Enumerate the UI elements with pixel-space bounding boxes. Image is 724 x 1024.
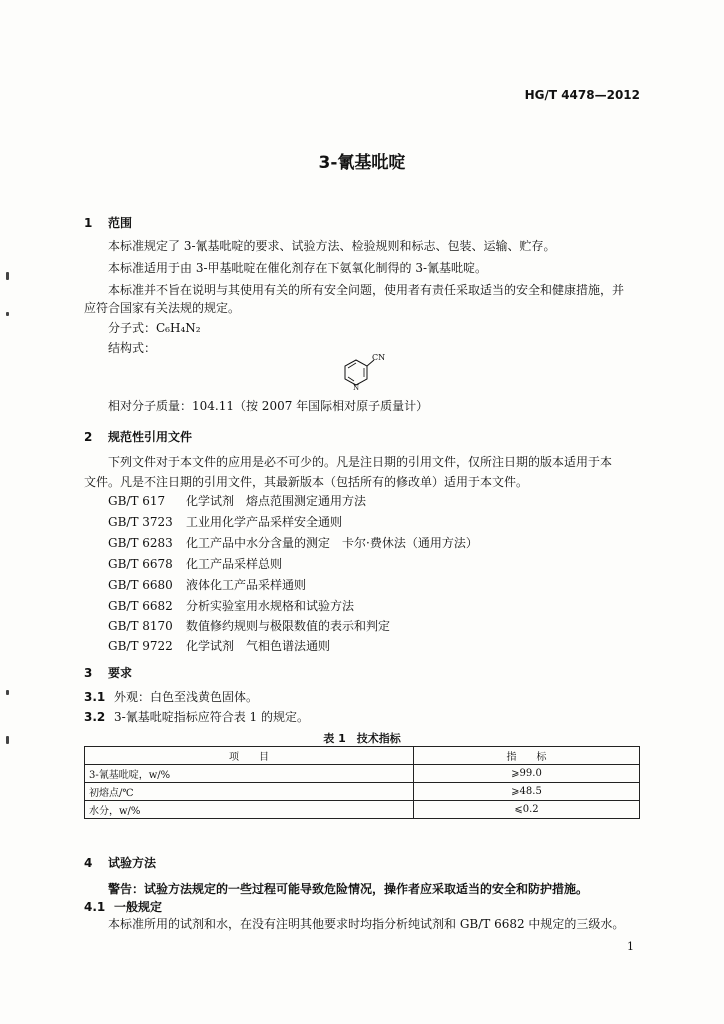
table-cell-item: 3-氰基吡啶，w/% xyxy=(85,765,414,783)
column-header-indicator: 指 标 xyxy=(414,747,640,765)
table-row xyxy=(85,765,640,783)
reference-title: 工业用化学产品采样安全通则 xyxy=(186,515,343,529)
safety-warning: 警告：试验方法规定的一些过程可能导致危险情况，操作者应采取适当的安全和防护措施。 xyxy=(108,882,589,896)
table-caption: 表 1 技术指标 xyxy=(323,732,401,745)
subsection-4-1-heading xyxy=(84,898,162,915)
table-row xyxy=(85,783,640,801)
table-cell-value: ⩽0.2 xyxy=(414,801,640,819)
reference-item xyxy=(108,576,306,593)
section-number: 4 xyxy=(84,856,93,870)
reference-item xyxy=(108,555,282,572)
table-header-row xyxy=(85,747,640,765)
reference-title: 化学试剂 气相色谱法通则 xyxy=(186,639,331,653)
section-number: 1 xyxy=(84,216,93,230)
reference-title: 液体化工产品采样通则 xyxy=(186,578,307,592)
paragraph: 本标准所用的试剂和水，在没有注明其他要求时均指分析纯试剂和 GB/T 6682 中规定的三级水。 xyxy=(108,917,625,931)
page-number: 1 xyxy=(627,940,634,953)
standard-code: HG/T 4478—2012 xyxy=(524,88,640,102)
paragraph: 下列文件对于本文件的应用是必不可少的。凡是注日期的引用文件，仅所注日期的版本适用于本 xyxy=(108,455,613,469)
section-1-heading xyxy=(84,214,132,231)
table-cell-item: 初熔点/℃ xyxy=(85,783,414,801)
scan-mark xyxy=(6,272,9,280)
table-row xyxy=(85,801,640,819)
table-cell-item: 水分，w/% xyxy=(85,801,414,819)
scan-mark xyxy=(6,736,9,744)
reference-code: GB/T 3723 xyxy=(108,515,173,529)
scan-mark xyxy=(6,312,9,316)
column-header-item: 项 目 xyxy=(85,747,414,765)
reference-title: 化工产品中水分含量的测定 卡尔·费休法（通用方法） xyxy=(186,536,478,550)
reference-code: GB/T 6283 xyxy=(108,536,173,550)
section-number: 2 xyxy=(84,430,93,444)
reference-code: GB/T 9722 xyxy=(108,639,173,653)
reference-item xyxy=(108,617,390,634)
subsection-number: 4.1 xyxy=(84,900,106,914)
table-cell-value: ⩾99.0 xyxy=(414,765,640,783)
reference-item xyxy=(108,492,366,509)
structure-label: 结构式： xyxy=(108,341,157,355)
reference-code: GB/T 8170 xyxy=(108,619,173,633)
paragraph: 本标准适用于由 3-甲基吡啶在催化剂存在下氨氧化制得的 3-氰基吡啶。 xyxy=(108,261,488,275)
section-title: 规范性引用文件 xyxy=(108,430,193,444)
reference-item xyxy=(108,534,478,551)
reference-title: 数值修约规则与极限数值的表示和判定 xyxy=(186,619,391,633)
paragraph: 文件。凡是不注日期的引用文件，其最新版本（包括所有的修改单）适用于本文件。 xyxy=(84,475,529,489)
reference-code: GB/T 6680 xyxy=(108,578,173,592)
reference-code: GB/T 617 xyxy=(108,494,166,508)
page-title: 3-氰基吡啶 xyxy=(318,153,406,173)
pyridine-ring-diagram xyxy=(338,352,394,396)
subsection-text: 3-氰基吡啶指标应符合表 1 的规定。 xyxy=(114,710,309,724)
subsection-number: 3.1 xyxy=(84,690,106,704)
section-number: 3 xyxy=(84,666,93,680)
subsection-title: 一般规定 xyxy=(114,900,163,914)
subsection-3-1 xyxy=(84,688,258,705)
paragraph: 应符合国家有关法规的规定。 xyxy=(84,301,241,315)
molecular-mass: 相对分子质量：104.11（按 2007 年国际相对原子质量计） xyxy=(108,399,429,413)
reference-title: 化工产品采样总则 xyxy=(186,557,283,571)
section-4-heading xyxy=(84,854,156,871)
reference-code: GB/T 6682 xyxy=(108,599,173,613)
n-label: N xyxy=(353,384,360,392)
reference-title: 化学试剂 熔点范围测定通用方法 xyxy=(186,494,367,508)
subsection-text: 外观：白色至浅黄色固体。 xyxy=(114,690,259,704)
scan-mark xyxy=(6,690,9,695)
structural-formula xyxy=(338,352,394,400)
technical-indicators-table xyxy=(84,746,640,819)
reference-item xyxy=(108,597,354,614)
section-3-heading xyxy=(84,664,132,681)
molecular-formula: 分子式：C₆H₄N₂ xyxy=(108,321,201,335)
section-title: 要求 xyxy=(108,666,133,680)
subsection-number: 3.2 xyxy=(84,710,106,724)
section-2-heading xyxy=(84,428,192,445)
section-title: 范围 xyxy=(108,216,133,230)
table-cell-value: ⩾48.5 xyxy=(414,783,640,801)
subsection-3-2 xyxy=(84,708,309,725)
reference-item xyxy=(108,637,330,654)
reference-code: GB/T 6678 xyxy=(108,557,173,571)
paragraph: 本标准并不旨在说明与其使用有关的所有安全问题，使用者有责任采取适当的安全和健康措施，并 xyxy=(108,283,625,297)
reference-item xyxy=(108,513,342,530)
section-title: 试验方法 xyxy=(108,856,157,870)
paragraph: 本标准规定了 3-氰基吡啶的要求、试验方法、检验规则和标志、包装、运输、贮存。 xyxy=(108,239,556,253)
reference-title: 分析实验室用水规格和试验方法 xyxy=(186,599,355,613)
cn-label: CN xyxy=(372,353,386,362)
